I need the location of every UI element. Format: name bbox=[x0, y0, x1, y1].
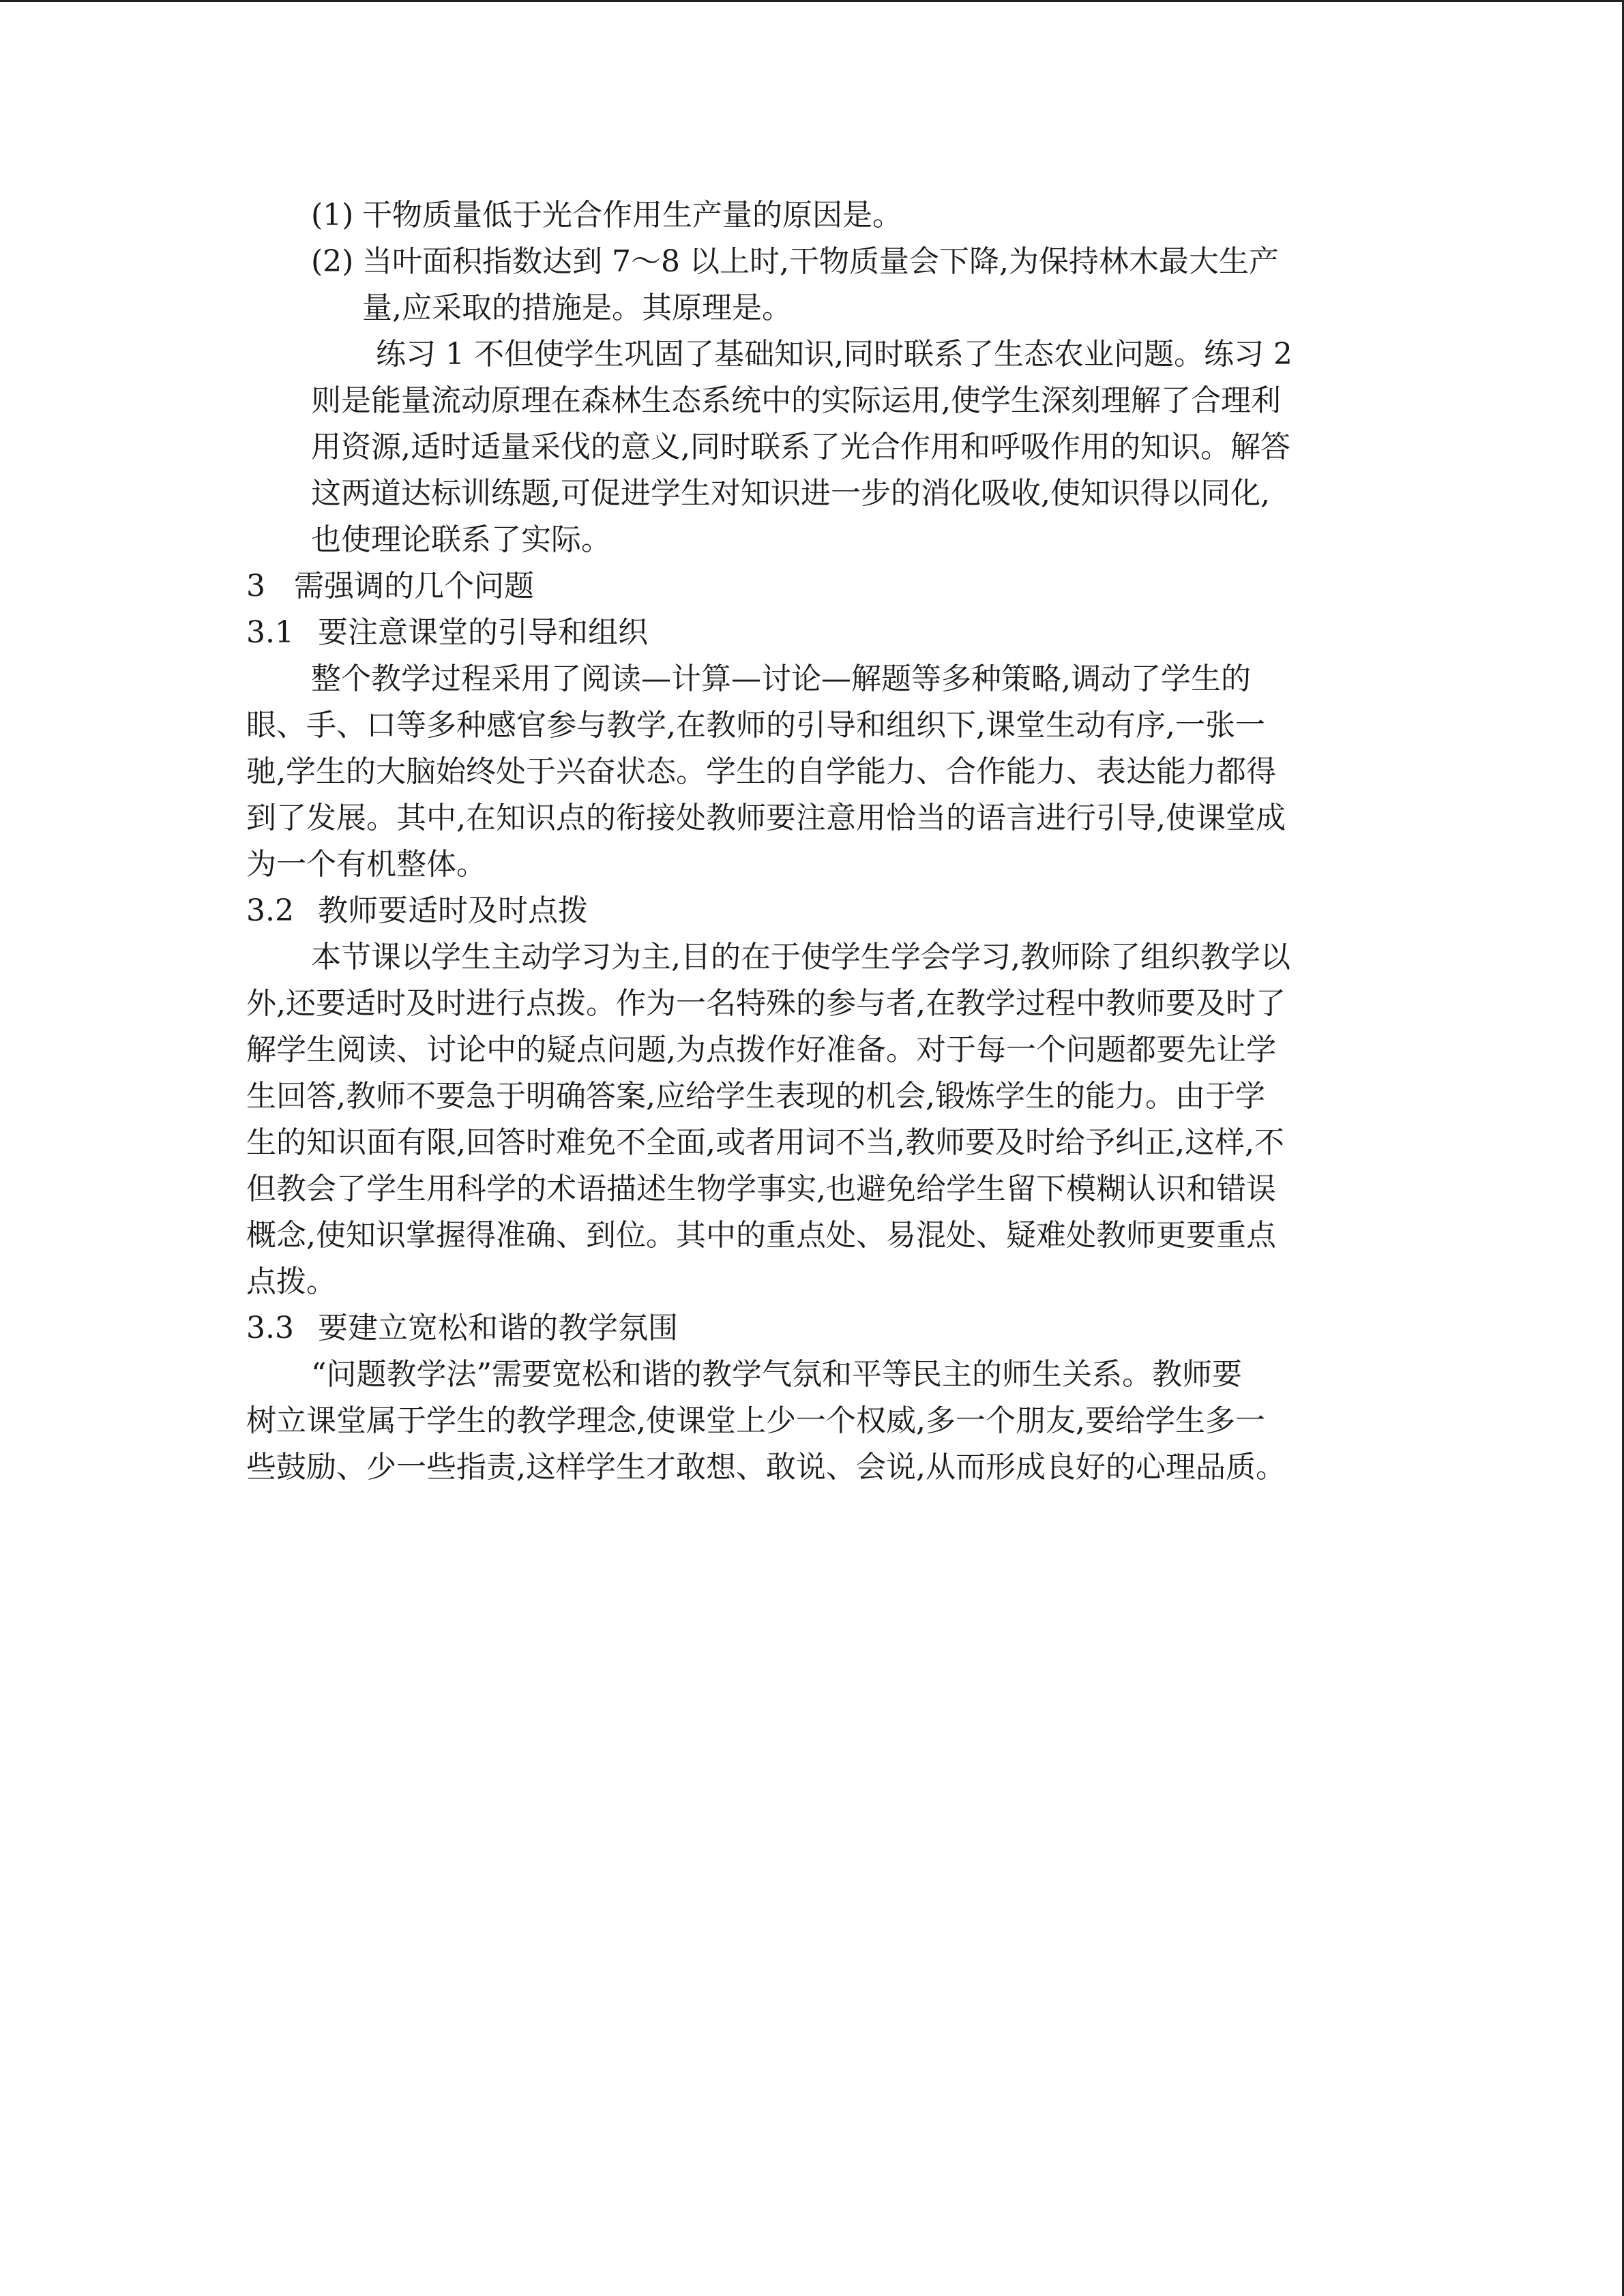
question-2-text: 当叶面积指数达到 7～8 以上时,干物质量会下降,为保持林木最大生产 bbox=[362, 244, 1279, 279]
paragraph-4-line-2: 树立课堂属于学生的教学理念,使课堂上少一个权威,多一个朋友,要给学生多一 bbox=[246, 1403, 1265, 1438]
question-2 bbox=[246, 239, 1378, 285]
section-3-number: 3 bbox=[246, 569, 265, 603]
question-1-number: (1) bbox=[311, 198, 354, 233]
section-3-1-title: 要注意课堂的引导和组织 bbox=[318, 615, 648, 650]
page-border-top bbox=[0, 0, 1624, 2]
paragraph-3-line-2: 外,还要适时及时进行点拨。作为一名特殊的参与者,在教学过程中教师要及时了 bbox=[246, 986, 1286, 1021]
section-3-2-title: 教师要适时及时点拨 bbox=[318, 893, 588, 928]
paragraph-3-line-5: 生的知识面有限,回答时难免不全面,或者用词不当,教师要及时给予纠正,这样,不 bbox=[246, 1125, 1284, 1160]
paragraph-3-line-7: 概念,使知识掌握得准确、到位。其中的重点处、易混处、疑难处教师更要重点 bbox=[246, 1218, 1276, 1253]
paragraph-2-line-1: 整个教学过程采用了阅读—计算—讨论—解题等多种策略,调动了学生的 bbox=[311, 661, 1251, 696]
paragraph-3-line-4: 生回答,教师不要急于明确答案,应给学生表现的机会,锻炼学生的能力。由于学 bbox=[246, 1079, 1265, 1114]
section-3-3-title: 要建立宽松和谐的教学氛围 bbox=[318, 1311, 678, 1345]
question-2-number: (2) bbox=[311, 244, 354, 279]
paragraph-3-line-8: 点拨。 bbox=[246, 1264, 336, 1299]
document-body bbox=[246, 192, 1378, 1491]
paragraph-1-line-1: 练习 1 不但使学生巩固了基础知识,同时联系了生态农业问题。练习 2 bbox=[376, 337, 1293, 372]
section-3-2-number: 3.2 bbox=[246, 893, 294, 928]
section-3-2-heading bbox=[246, 888, 1378, 934]
paragraph-1-line-4: 这两道达标训练题,可促进学生对知识进一步的消化吸收,使知识得以同化, bbox=[311, 476, 1270, 511]
question-1 bbox=[246, 192, 1378, 239]
section-3-title: 需强调的几个问题 bbox=[294, 569, 534, 603]
section-3-heading bbox=[246, 563, 1378, 610]
paragraph-3-line-1: 本节课以学生主动学习为主,目的在于使学生学会学习,教师除了组织教学以 bbox=[311, 940, 1290, 974]
question-1-text: 干物质量低于光合作用生产量的原因是。 bbox=[362, 198, 902, 233]
paragraph-2-line-5: 为一个有机整体。 bbox=[246, 847, 486, 882]
paragraph-1-line-3: 用资源,适时适量采伐的意义,同时联系了光合作用和呼吸作用的知识。解答 bbox=[311, 430, 1290, 464]
section-3-1-heading bbox=[246, 610, 1378, 656]
paragraph-1-line-5: 也使理论联系了实际。 bbox=[311, 522, 611, 557]
paragraph-1-line-2: 则是能量流动原理在森林生态系统中的实际运用,使学生深刻理解了合理利 bbox=[311, 383, 1281, 418]
section-3-3-heading bbox=[246, 1305, 1378, 1352]
question-2-continuation: 量,应采取的措施是。其原理是。 bbox=[362, 290, 792, 325]
paragraph-2-line-3: 驰,学生的大脑始终处于兴奋状态。学生的自学能力、合作能力、表达能力都得 bbox=[246, 754, 1276, 789]
paragraph-2-line-2: 眼、手、口等多种感官参与教学,在教师的引导和组织下,课堂生动有序,一张一 bbox=[246, 708, 1265, 743]
paragraph-2-line-4: 到了发展。其中,在知识点的衔接处教师要注意用恰当的语言进行引导,使课堂成 bbox=[246, 801, 1286, 835]
paragraph-4-line-1: “问题教学法”需要宽松和谐的教学气氛和平等民主的师生关系。教师要 bbox=[311, 1357, 1242, 1392]
paragraph-4-line-3: 些鼓励、少一些指责,这样学生才敢想、敢说、会说,从而形成良好的心理品质。 bbox=[246, 1450, 1286, 1485]
section-3-3-number: 3.3 bbox=[246, 1311, 294, 1345]
section-3-1-number: 3.1 bbox=[246, 615, 294, 650]
paragraph-3-line-3: 解学生阅读、讨论中的疑点问题,为点拨作好准备。对于每一个问题都要先让学 bbox=[246, 1032, 1276, 1067]
paragraph-3-line-6: 但教会了学生用科学的术语描述生物学事实,也避免给学生留下模糊认识和错误 bbox=[246, 1172, 1276, 1206]
